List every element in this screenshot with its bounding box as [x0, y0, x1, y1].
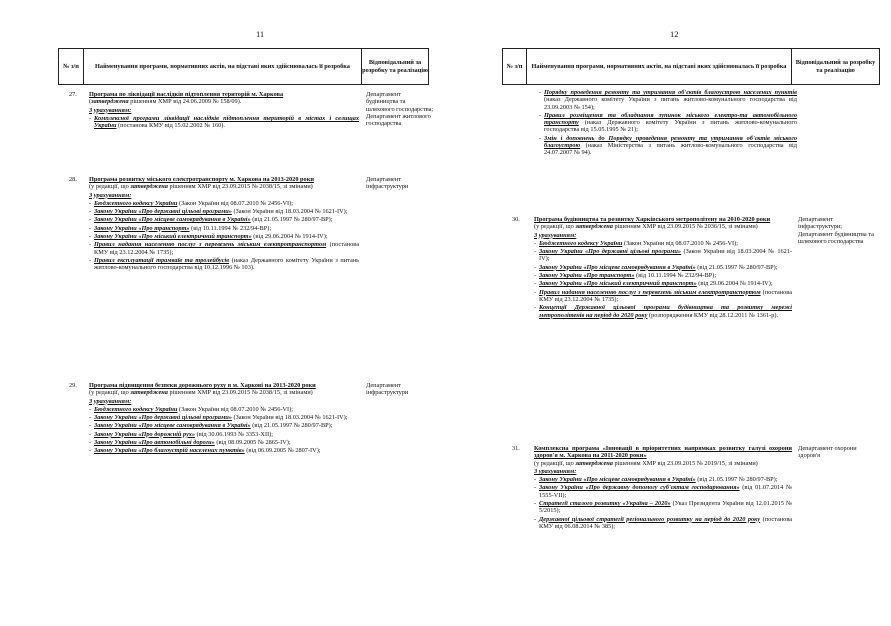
normative-act-details: (постанова КМУ від 15.02.2002 № 160). — [116, 122, 225, 130]
normative-act-details: (наказ Державного комітету України з питань житлово-комунального господарства від 10.12.1996 № 103). — [94, 256, 359, 272]
page-number: 12 — [670, 29, 679, 39]
considering-label: З урахуванням: — [89, 397, 132, 405]
normative-act-details: (Закон України від 18.03.2004 № 1621-IV); — [539, 248, 793, 263]
normative-act-name: Закону України «Про державні цільові програми» — [539, 248, 682, 256]
edition-post: рішенням ХМР від 23.09.2015 № 2038/15, зі змінами) — [167, 183, 313, 191]
header-name: Найменування програми, нормативних актів, на підставі яких здійснювалась її розробка — [84, 49, 362, 84]
normative-acts-list — [534, 476, 792, 530]
responsible-department: Департамент інфраструктури; Департамент будівництва та шляхового господарства — [798, 216, 874, 245]
normative-act-details: (від 01.07.2014 № 1555-VII); — [539, 484, 792, 499]
normative-act-name: Закону України «Про автомобільні дороги» — [94, 439, 215, 447]
edition-pre: (у редакції, що — [534, 459, 576, 467]
normative-act-details: (від 06.09.2005 № 2807-IV); — [244, 447, 321, 455]
edition-post: рішенням ХМР від 24.06.2009 № 158/09). — [128, 98, 242, 106]
row-number: 29. — [69, 382, 77, 389]
normative-act-details: (від 21.05.1997 № 280/97-ВР); — [695, 263, 778, 271]
normative-act-name: Закону України «Про благоустрій населених пунктів» — [94, 447, 245, 455]
list-item — [534, 476, 792, 483]
list-item — [89, 208, 359, 215]
responsible-department: Департамент охорони здоров'я — [798, 445, 857, 460]
normative-act-details: (наказ Державного комітету України з питань житлово-комунального господарства від 15.05.1995 № 21); — [544, 119, 797, 134]
responsible-department: Департамент будівництва та шляхового господарства; Департамент житлового господарства — [366, 91, 434, 128]
continuation-list — [534, 88, 797, 157]
list-item — [89, 257, 359, 272]
table-header — [58, 48, 429, 85]
normative-act-name: Правил надання населенню послуг з перевезень міським електротранспортом — [539, 288, 761, 296]
normative-act-details: (постанова КМУ від 23.12.2004 № 1735); — [539, 288, 792, 303]
edition-pre: ( — [89, 98, 92, 106]
list-item — [89, 406, 359, 413]
program-title: Програма по ліквідації наслідків підтоплення територій м. Харкова — [89, 91, 284, 98]
list-item — [539, 89, 797, 111]
normative-act-name: Закону України «Про міський електричний транспорт» — [94, 233, 252, 241]
normative-act-name: Закону України «Про державні цільові програми» — [94, 414, 232, 422]
program-text — [89, 382, 359, 455]
row-number: 31. — [512, 445, 520, 452]
normative-act-details: (Закон України від 08.07.2010 № 2456-VI); — [177, 405, 294, 413]
normative-act-name: Закону України «Про транспорт» — [94, 224, 190, 232]
normative-act-details: (Закон України від 08.07.2010 № 2456-VI); — [622, 239, 739, 247]
edition-approved: затверджена — [575, 223, 613, 231]
program-title: Комплексна програма «Інновації в пріоритетних напрямках розвитку галузі охорони здоров'я м. Харкова на 2011-2020 роки» — [534, 445, 792, 460]
normative-act-name: Закону України «Про місцеве самоврядування в Україні» — [539, 476, 696, 484]
normative-act-name: Концепції Державної цільової програми будівництва та розвитку мережі метрополітенів на період до 2020 року — [539, 304, 792, 319]
page-left — [0, 0, 445, 626]
list-item — [89, 414, 359, 421]
program-text — [89, 91, 359, 129]
list-item — [89, 447, 359, 454]
edition-post: рішенням ХМР від 23.09.2015 № 2038/15, зі змінами) — [167, 389, 313, 397]
normative-act-details: (від 08.09.2005 № 2865-IV); — [214, 439, 291, 447]
edition-approved: затверджена — [91, 98, 129, 106]
normative-act-details: (від 21.05.1997 № 280/97-ВР); — [250, 422, 333, 430]
edition-pre: (у редакції, що — [89, 183, 131, 191]
list-item — [534, 484, 792, 499]
normative-act-name: Порядку проведення ремонту та утримання об'єктів благоустрою населених пунктів — [544, 89, 797, 96]
edition-pre: (у редакції, що — [534, 223, 576, 231]
normative-act-details: (від 21.05.1997 № 280/97-ВР); — [695, 476, 778, 484]
normative-act-name: Правил розміщення та обладнання зупинок міського електро-та автомобільного транспорту — [544, 111, 797, 127]
considering-label: З урахуванням: — [89, 106, 132, 114]
considering-label: З урахуванням: — [89, 191, 132, 199]
normative-act-details: (від 29.06.2004 № 1914-IV); — [696, 280, 773, 288]
normative-acts-list — [89, 406, 359, 455]
header-resp: Відповідальний за розробку та реалізацію — [362, 58, 428, 74]
normative-act-name: Стратегії сталого розвитку «Україна – 2020» — [539, 500, 671, 508]
table-header — [502, 48, 880, 85]
normative-act-name: Закону України «Про місцеве самоврядування в Україні» — [94, 216, 251, 224]
page-number: 11 — [256, 29, 265, 39]
row-number: 30. — [512, 216, 520, 223]
normative-act-details: (розпорядження КМУ від 28.12.2011 № 1361-р). — [647, 311, 779, 319]
normative-act-details: (постанова КМУ від 23.12.2004 № 1735); — [94, 241, 359, 256]
program-edition — [534, 460, 792, 467]
responsible-department: Департамент інфраструктури — [366, 382, 409, 397]
edition-post: рішенням ХМР від 23.09.2015 № 2036/15, зі змінами) — [612, 223, 758, 231]
list-item — [539, 135, 797, 157]
normative-act-name: Бюджетного кодексу України — [94, 199, 178, 207]
edition-approved: затверджена — [130, 389, 168, 397]
normative-act-details: (від 21.05.1997 № 280/97-ВР); — [250, 216, 333, 224]
list-item — [534, 304, 792, 319]
normative-act-details: (постанова КМУ від 06.08.2014 № 385); — [539, 515, 793, 530]
row-number: 28. — [69, 176, 77, 183]
normative-act-name: Закону України «Про транспорт» — [539, 272, 635, 280]
list-item — [534, 280, 792, 287]
list-item — [534, 272, 792, 279]
normative-act-name: Закону України «Про місцеве самоврядування в Україні» — [539, 263, 696, 271]
program-title: Програма будівництва та розвитку Харківського метрополітену на 2010-2020 роки — [534, 216, 771, 223]
normative-acts-list — [89, 115, 359, 130]
list-item — [539, 112, 797, 134]
header-num: № з/п — [59, 49, 84, 84]
list-item — [89, 241, 359, 256]
list-item — [89, 439, 359, 446]
normative-act-details: (наказ Державного комітету України з питань житлово-комунального господарства від 23.09.2003 № 154); — [544, 96, 797, 111]
normative-act-name: Комплексної програми ліквідації наслідків підтоплення територій в містах і селищах України — [94, 114, 359, 130]
edition-approved: затверджена — [575, 459, 613, 467]
header-name: Найменування програми, нормативних актів, на підставі яких здійснювалась її розробка — [527, 49, 792, 84]
normative-act-details: (Указ Президента України від 12.01.2015 № 5/2015); — [539, 500, 793, 515]
list-item — [89, 233, 359, 240]
program-edition — [89, 98, 359, 105]
edition-pre: (у редакції, що — [89, 389, 131, 397]
considering-label: З урахуванням: — [534, 467, 577, 475]
header-resp: Відповідальний за розробку та реалізацію — [795, 58, 876, 74]
considering-label: З урахуванням: — [534, 231, 577, 239]
program-text — [534, 216, 792, 319]
normative-act-details: (Закон України від 18.03.2004 № 1621-IV); — [231, 414, 348, 422]
program-edition — [89, 183, 359, 190]
list-item — [89, 422, 359, 429]
list-item — [89, 225, 359, 232]
normative-act-name: Правил експлуатації трамваїв та тролейбусів — [94, 256, 230, 264]
normative-acts-list — [89, 200, 359, 272]
edition-post: рішенням ХМР від 23.09.2015 № 2019/15, зі змінами) — [612, 459, 758, 467]
edition-approved: затверджена — [130, 183, 168, 191]
normative-act-name: Закону України «Про дорожній рух» — [94, 430, 196, 438]
header-num: № з/п — [503, 49, 527, 84]
normative-acts-list — [534, 240, 792, 319]
list-item — [534, 240, 792, 247]
list-item — [534, 264, 792, 271]
normative-act-name: Змін і доповнень до Порядку проведення ремонту та утримання об'єктів міського благоустрою — [544, 134, 797, 150]
normative-act-details: (від 10.11.1994 № 232/94-ВР); — [189, 224, 272, 232]
list-item — [89, 431, 359, 438]
program-text — [534, 445, 792, 530]
list-item — [534, 289, 792, 304]
normative-act-details: (Закон України від 18.03.2004 № 1621-IV); — [231, 208, 348, 216]
list-item — [89, 200, 359, 207]
list-item — [89, 115, 359, 130]
program-edition — [534, 223, 792, 230]
normative-act-name: Бюджетного кодексу України — [94, 405, 178, 413]
list-item — [534, 500, 792, 515]
normative-act-name: Закону України «Про державні цільові програми» — [94, 208, 232, 216]
normative-act-name: Закону України «Про державну допомогу суб'єктам господарювання» — [539, 484, 740, 492]
normative-act-details: (наказ Міністерства з питань житлово-комунального господарства від 24.07.2007 № 94). — [544, 142, 797, 157]
normative-act-name: Державної цільової стратегії регіонального розвитку на період до 2020 року — [539, 515, 761, 523]
program-edition — [89, 389, 359, 396]
normative-act-name: Закону України «Про місцеве самоврядування в Україні» — [94, 422, 251, 430]
normative-act-details: (Закон України від 08.07.2010 № 2456-VI); — [177, 199, 294, 207]
normative-act-name: Правил надання населенню послуг з перевезень міським електротранспортом — [94, 241, 327, 249]
list-item — [89, 216, 359, 223]
normative-act-name: Бюджетного кодексу України — [539, 239, 623, 247]
normative-act-details: (від 10.11.1994 № 232/94-ВР); — [634, 272, 717, 280]
program-text — [89, 176, 359, 272]
list-item — [534, 248, 792, 263]
program-title: Програма розвитку міського електротранспорту м. Харкова на 2013-2020 роки — [89, 176, 314, 183]
normative-act-name: Закону України «Про міський електричний транспорт» — [539, 280, 697, 288]
row-number: 27. — [69, 91, 77, 98]
normative-act-details: (від 29.06.2004 № 1914-IV); — [251, 233, 328, 241]
normative-act-details: (від 30.06.1993 № 3353-XII); — [195, 430, 274, 438]
program-title: Програма підвищення безпеки дорожнього руху в м. Харкові на 2013-2020 роки — [89, 382, 316, 389]
page-right — [446, 0, 891, 626]
list-item — [534, 516, 792, 531]
responsible-department: Департамент інфраструктури — [366, 176, 409, 191]
